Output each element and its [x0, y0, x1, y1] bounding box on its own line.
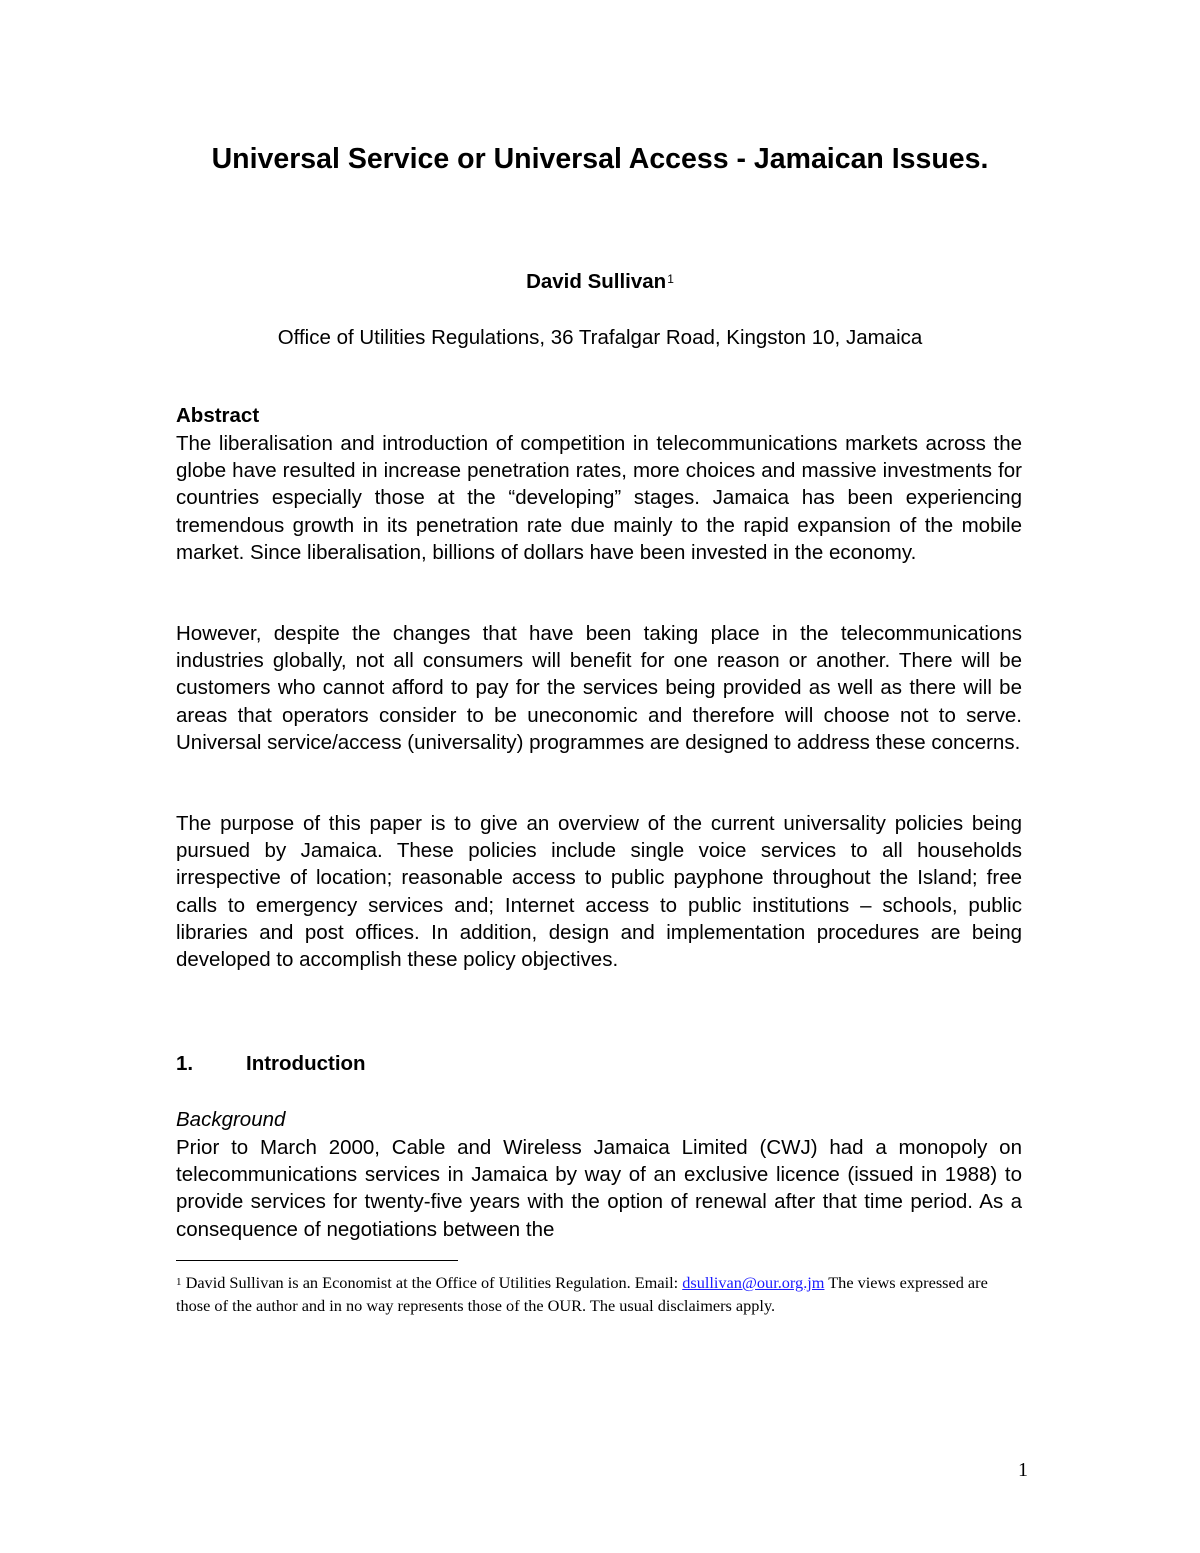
author-footnote-marker[interactable]: 1	[667, 272, 674, 286]
abstract-paragraph-2: However, despite the changes that have been taking place in the telecommunications industries globally, not all consumers will benefit for one reason or another. There will be customers who cannot afford to pay for the services being provided as well as there will be areas that operators consider to be uneconomic and therefore will choose not to serve. Universal service/access (universality) programmes are designed to address these concerns.	[176, 622, 1022, 754]
footnote-text-before: David Sullivan is an Economist at the Office of Utilities Regulation. Email:	[181, 1273, 683, 1292]
paper-title: Universal Service or Universal Access - Jamaican Issues.	[211, 143, 989, 175]
subheading-background: Background	[176, 1108, 286, 1131]
section-title: Introduction	[246, 1052, 366, 1075]
section-number: 1.	[176, 1052, 194, 1075]
abstract-heading: Abstract	[176, 404, 260, 427]
author-affiliation: Office of Utilities Regulations, 36 Trafalgar Road, Kingston 10, Jamaica	[277, 326, 923, 349]
section-heading-introduction	[176, 1050, 366, 1077]
author-name: David Sullivan	[526, 270, 667, 293]
footnote-email-link[interactable]: dsullivan@our.org.jm	[682, 1273, 825, 1292]
author-line	[200, 268, 1000, 296]
footnote-divider	[176, 1260, 458, 1261]
introduction-paragraph: Prior to March 2000, Cable and Wireless Jamaica Limited (CWJ) had a monopoly on telecommunications services in Jamaica by way of an exclusive licence (issued in 1988) to provide services for twenty-five years with the option of renewal after that time period. As a consequence of negotiations between the	[176, 1136, 1022, 1241]
page-number: 1	[1018, 1459, 1028, 1481]
footnote-text-after: The views expressed are those of the author and in no way represents those of the OUR. The usual disclaimers apply.	[176, 1273, 988, 1315]
abstract-paragraph-3: The purpose of this paper is to give an overview of the current universality policies being pursued by Jamaica. These policies include single voice services to all households irrespective of location; reasonable access to public payphone throughout the Island; free calls to emergency services and; Internet access to public institutions – schools, public libraries and post offices. In addition, design and implementation procedures are being developed to accomplish these policy objectives.	[176, 812, 1022, 972]
footnote	[176, 1272, 1022, 1317]
abstract-paragraph-1: The liberalisation and introduction of competition in telecommunications markets across the globe have resulted in increase penetration rates, more choices and massive investments for countries especially those at the “developing” stages. Jamaica has been experiencing tremendous growth in its penetration rate due mainly to the rapid expansion of the mobile market. Since liberalisation, billions of dollars have been invested in the economy.	[176, 432, 1022, 564]
footnote-marker: 1	[176, 1276, 182, 1288]
